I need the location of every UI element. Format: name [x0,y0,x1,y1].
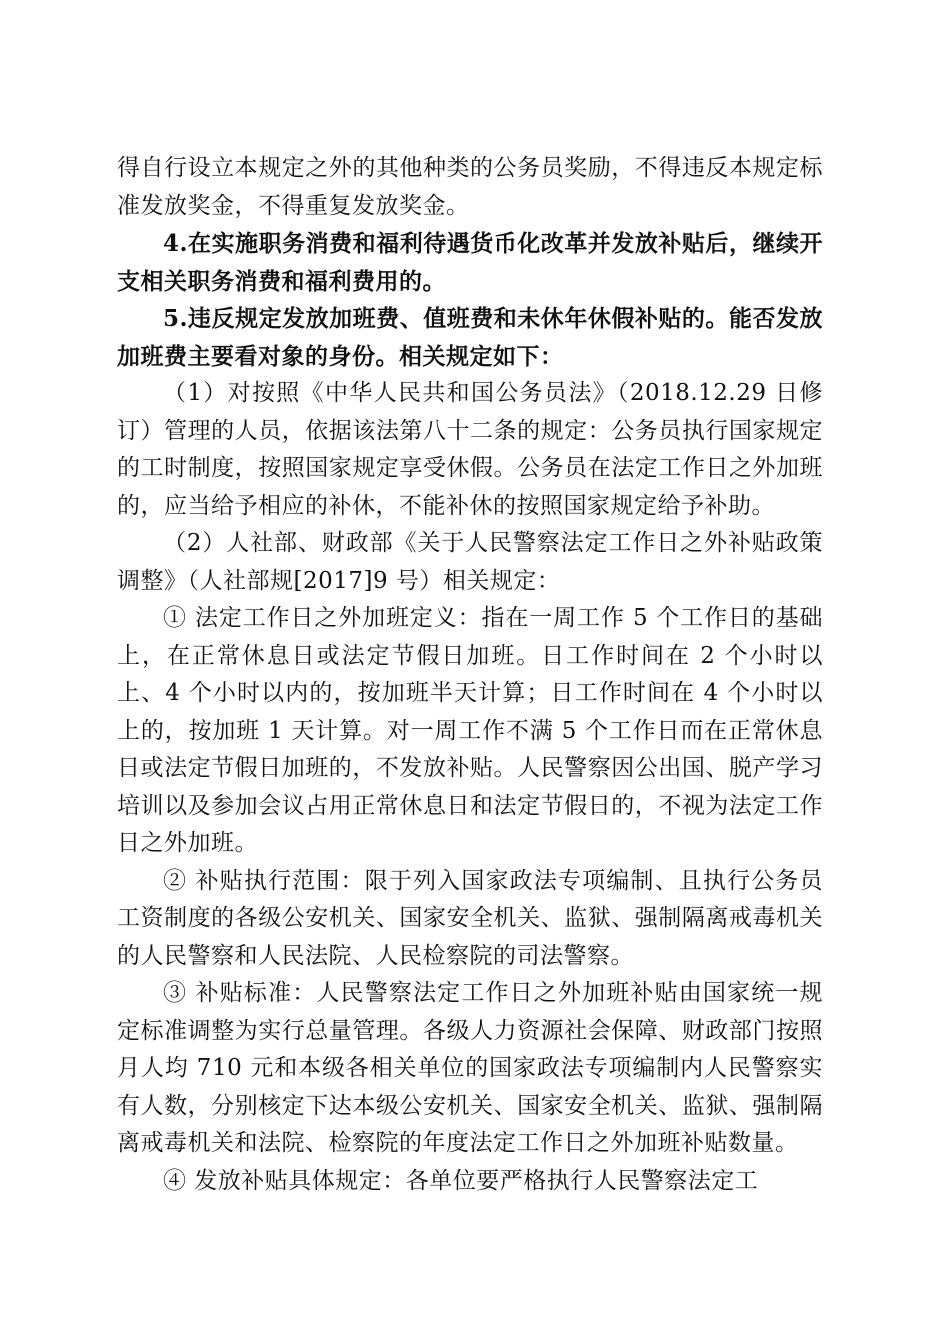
paragraph-civil-servant-law: （1）对按照《中华人民共和国公务员法》（2018.12.29 日修订）管理的人员，依据该法第八十二条的规定：公务员执行国家规定的工时制度，按照国家规定享受休假。公务员在法定工作日之外加班的，应当给予相应的补休，不能补休的按照国家规定给予补助。 [117,380,823,519]
paragraph-subsidy-scope: ② 补贴执行范围：限于列入国家政法专项编制、且执行公务员工资制度的各级公安机关、国家安全机关、监狱、强制隔离戒毒机关的人民警察和人民法院、人民检察院的司法警察。 [117,867,823,969]
paragraph-continuation: 得自行设立本规定之外的其他种类的公务员奖励，不得违反本规定标准发放奖金，不得重复发放奖金。 [117,155,823,219]
paragraph-subsidy-standard: ③ 补贴标准：人民警察法定工作日之外加班补贴由国家统一规定标准调整为实行总量管理。各级人力资源社会保障、财政部门按照月人均 710 元和本级各相关单位的国家政法专项编制内人民警察实有人数，分别核定下达本级公安机关、国家安全机关、监狱、强制隔离戒毒机关和法院、检察院的年度法定工作日之外加班补贴数量。 [117,980,823,1156]
paragraph-item-5: 5.违反规定发放加班费、值班费和未休年休假补贴的。能否发放加班费主要看对象的身份。相关规定如下： [117,305,823,370]
document-body [117,150,823,1200]
paragraph-subsidy-rules: ④ 发放补贴具体规定：各单位要严格执行人民警察法定工 [163,1167,759,1194]
paragraph-item-4: 4.在实施职务消费和福利待遇货币化改革并发放补贴后，继续开支相关职务消费和福利费用的。 [117,230,823,295]
paragraph-overtime-definition: ① 法定工作日之外加班定义：指在一周工作 5 个工作日的基础上，在正常休息日或法定节假日加班。日工作时间在 2 个小时以上、4 个小时以内的，按加班半天计算；日工作时间在 4 个小时以上的，按加班 1 天计算。对一周工作不满 5 个工作日而在正常休息日或法定节假日加班的，不发放补贴。人民警察因公出国、脱产学习培训以及参加会议占用正常休息日和法定节假日的，不视为法定工作日之外加班。 [117,605,823,856]
paragraph-police-subsidy-policy: （2）人社部、财政部《关于人民警察法定工作日之外补贴政策调整》（人社部规[2017]9 号）相关规定： [117,530,823,594]
